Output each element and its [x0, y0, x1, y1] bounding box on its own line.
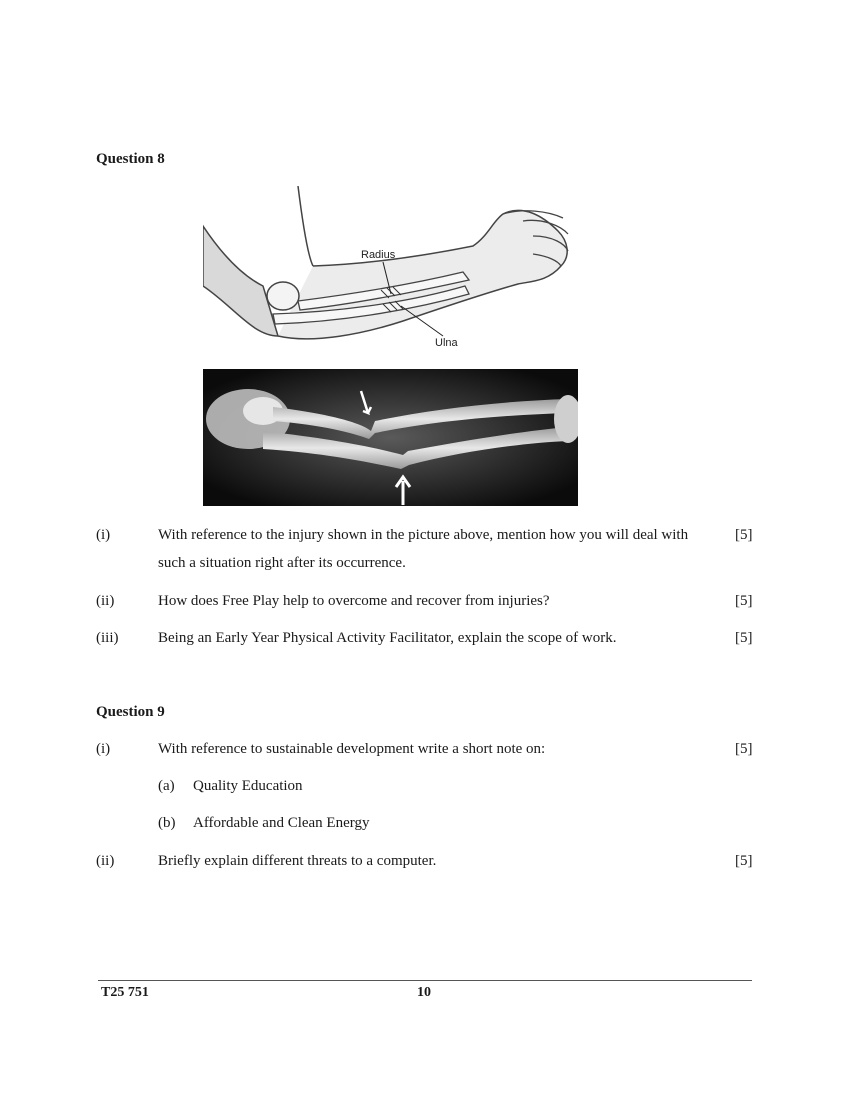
q9-subitem-b-number: (b) [158, 815, 176, 831]
arm-fracture-diagram [203, 186, 578, 354]
q8-item-1-number: (i) [96, 527, 111, 543]
q8-item-2-marks: [5] [735, 593, 753, 609]
question-8-title: Question 8 [96, 151, 165, 167]
arm-drawing [203, 186, 578, 354]
q9-item-1-number: (i) [96, 741, 111, 757]
xray-drawing [203, 369, 578, 506]
q8-item-3-number: (iii) [96, 630, 119, 646]
footer-paper-code: T25 751 [101, 985, 149, 1000]
q8-item-3-text: Being an Early Year Physical Activity Facilitator, explain the scope of work. [158, 630, 617, 646]
ulna-label: Ulna [435, 337, 458, 349]
q8-item-1-text: With reference to the injury shown in the picture above, mention how you will deal with such a situation right after its occurrence. [158, 527, 689, 571]
q9-item-2-text: Briefly explain different threats to a computer. [158, 853, 437, 869]
q9-item-2-number: (ii) [96, 853, 115, 869]
question-9-title: Question 9 [96, 704, 165, 720]
radius-label: Radius [361, 249, 396, 261]
q8-item-1-marks: [5] [735, 527, 753, 543]
footer-divider [98, 980, 752, 981]
q9-item-1-marks: [5] [735, 741, 753, 757]
q8-item-2-text: How does Free Play help to overcome and recover from injuries? [158, 593, 550, 609]
q9-subitem-a-text: Quality Education [193, 778, 303, 794]
q9-subitem-b-text: Affordable and Clean Energy [193, 815, 370, 831]
footer-page-number: 10 [417, 985, 431, 1000]
xray-image [203, 369, 578, 506]
q9-item-1-text: With reference to sustainable development write a short note on: [158, 741, 546, 757]
q9-subitem-a-number: (a) [158, 778, 175, 794]
q8-item-2-number: (ii) [96, 593, 115, 609]
q9-item-2-marks: [5] [735, 853, 753, 869]
q8-item-3-marks: [5] [735, 630, 753, 646]
